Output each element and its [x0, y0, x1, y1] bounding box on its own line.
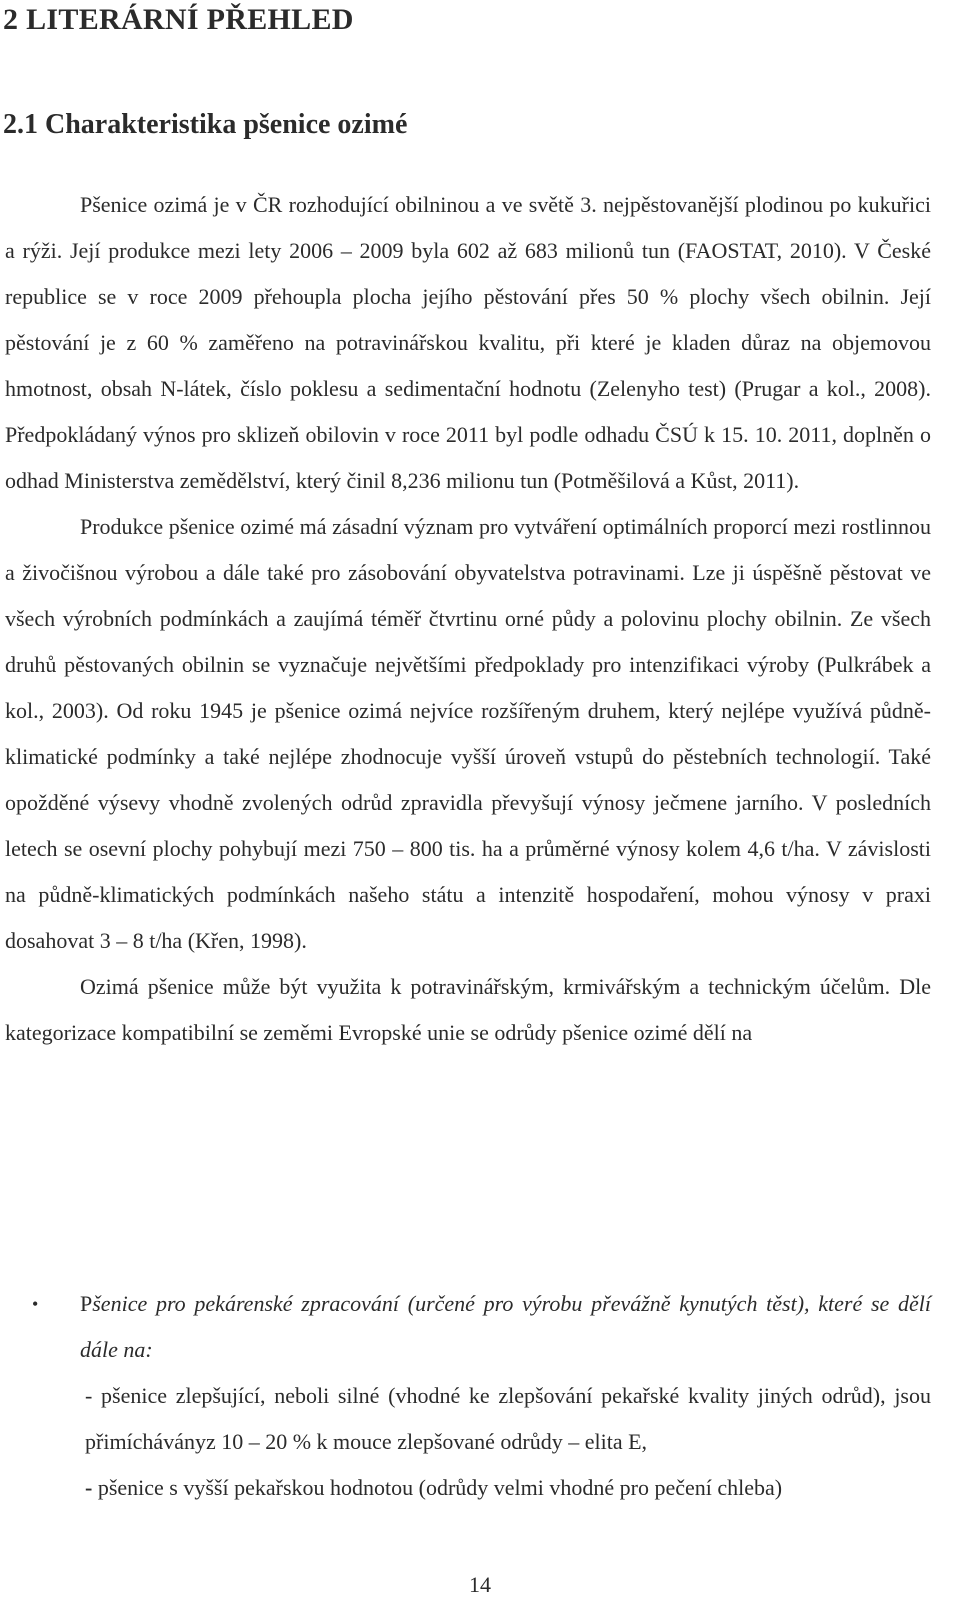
sub-item-text: pšenice s vyšší pekařskou hodnotou (odrůdy velmi vhodné pro pečení chleba) [97, 1475, 783, 1500]
sub-item-1 [5, 1373, 931, 1465]
section-heading: 2.1 Charakteristika pšenice ozimé [3, 109, 408, 140]
paragraph-2: Produkce pšenice ozimé má zásadní význam pro vytváření optimálních proporcí mezi rostlinnou a živočišnou výrobou a dále také pro zásobování obyvatelstva potravinami. Lze ji úspěšně pěstovat ve všech výrobních podmínkách a zaujímá téměř čtvrtinu orné půdy a polovinu plochy obilnin. Ze všech druhů pěstovaných obilnin se vyznačuje největšími předpoklady pro intenzifikaci výroby (Pulkrábek a kol., 2003). Od roku 1945 je pšenice ozimá nejvíce rozšířeným druhem, který nejlépe využívá půdně-klimatické podmínky a také nejlépe zhodnocuje vyšší úroveň vstupů do pěstebních technologií. Také opožděné výsevy vhodně zvolených odrůd zpravidla převyšují výnosy ječmene jarního. V posledních letech se osevní plochy pohybují mezi 750 – 800 tis. ha a průměrné výnosy kolem 4,6 t/ha. V závislosti na půdně-klimatických podmínkách našeho státu a intenzitě hospodaření, mohou výnosy v praxi dosahovat 3 – 8 t/ha (Křen, 1998). [5, 514, 931, 953]
body-text [5, 182, 931, 1056]
sub-item-text: pšenice zlepšující, neboli silné (vhodné ke zlepšování pekařské kvality jiných odrůd), jsou přimícháványz 10 – 20 % k mouce zlepšované odrůdy – elita E, [85, 1383, 931, 1454]
variety-list [5, 1281, 931, 1511]
sub-item-dash: - [85, 1383, 93, 1408]
list-item [5, 1281, 931, 1373]
sub-item-dash: - [85, 1475, 93, 1500]
bullet-text: šenice pro pekárenské zpracování (určené pro výrobu převážně kynutých těst), které se dělí dále na: [80, 1291, 931, 1362]
bullet-lead-letter: P [80, 1291, 93, 1316]
paragraph-1: Pšenice ozimá je v ČR rozhodující obilninou a ve světě 3. nejpěstovanější plodinou po kukuřici a rýži. Její produkce mezi lety 2006 – 2009 byla 602 až 683 milionů tun (FAOSTAT, 2010). V České republice se v roce 2009 přehoupla plocha jejího pěstování přes 50 % plochy všech obilnin. Její pěstování je z 60 % zaměřeno na potravinářskou kvalitu, při které je kladen důraz na objemovou hmotnost, obsah N-látek, číslo poklesu a sedimentační hodnotu (Zelenyho test) (Prugar a kol., 2008). Předpokládaný výnos pro sklizeň obilovin v roce 2011 byl podle odhadu ČSÚ k 15. 10. 2011, doplněn o odhad Ministerstva zemědělství, který činil 8,236 milionu tun (Potměšilová a Kůst, 2011). [5, 192, 931, 493]
paragraph-3: Ozimá pšenice může být využita k potravinářským, krmivářským a technickým účelům. Dle kategorizace kompatibilní se zeměmi Evropské unie se odrůdy pšenice ozimé dělí na [5, 974, 931, 1045]
page-number: 14 [469, 1572, 491, 1597]
sub-item-2 [5, 1465, 931, 1511]
chapter-heading: 2 LITERÁRNÍ PŘEHLED [3, 3, 354, 36]
bullet-icon: • [32, 1294, 39, 1314]
